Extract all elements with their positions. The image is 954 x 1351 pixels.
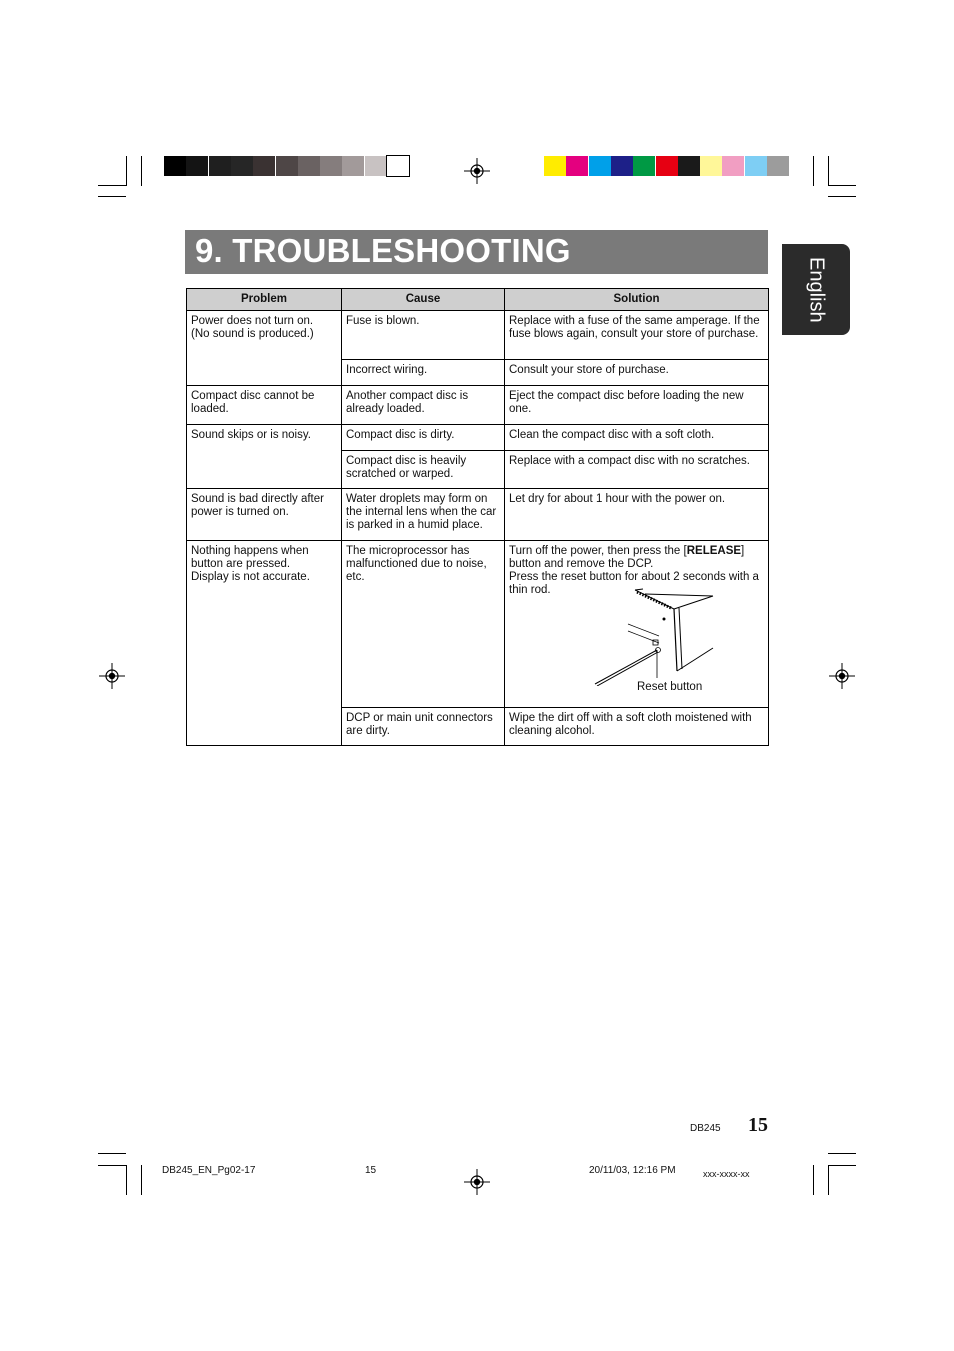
cause-cell: The microprocessor has malfunctioned due to noise, etc. [342, 541, 505, 708]
gray-swatch [231, 156, 253, 176]
color-swatch [678, 156, 700, 176]
gray-swatch [209, 156, 231, 176]
reset-instructions-post: ] button and remove the DCP. Press the reset button for about 2 seconds with a thin rod. [509, 545, 759, 596]
table-row [187, 425, 769, 451]
column-header-solution: Solution [505, 289, 769, 311]
color-swatch [566, 156, 588, 176]
table-row [187, 386, 769, 425]
language-tab [782, 244, 850, 335]
document-code: xxx-xxxx-xx [703, 1169, 750, 1179]
problem-cell: Sound skips or is noisy. [187, 425, 342, 489]
color-swatch [656, 156, 678, 176]
file-name: DB245_EN_Pg02-17 [162, 1165, 256, 1176]
registration-mark-icon [464, 1169, 490, 1195]
cause-cell: Fuse is blown. [342, 311, 505, 360]
solution-cell [505, 541, 769, 708]
gray-swatch [365, 156, 387, 176]
cause-cell: DCP or main unit connectors are dirty. [342, 708, 505, 746]
color-swatch [544, 156, 566, 176]
gray-swatch [298, 156, 320, 176]
release-key-label: RELEASE [686, 545, 742, 557]
table-header-row [187, 289, 769, 311]
gray-swatch [342, 156, 364, 176]
problem-cell: Compact disc cannot be loaded. [187, 386, 342, 425]
registration-mark-icon [829, 663, 855, 689]
solution-cell: Clean the compact disc with a soft cloth. [505, 425, 769, 451]
cause-cell: Another compact disc is already loaded. [342, 386, 505, 425]
registration-mark-icon [464, 158, 490, 184]
cause-cell: Compact disc is heavily scratched or warped. [342, 451, 505, 489]
solution-cell: Eject the compact disc before loading the new one. [505, 386, 769, 425]
color-swatch [589, 156, 611, 176]
color-swatch [633, 156, 655, 176]
language-tab-label: English [805, 256, 828, 323]
troubleshooting-table [186, 288, 769, 746]
cause-cell: Incorrect wiring. [342, 360, 505, 386]
gray-swatch [276, 156, 298, 176]
cause-cell: Water droplets may form on the internal lens when the car is parked in a humid place. [342, 489, 505, 541]
color-swatch [745, 156, 767, 176]
gray-swatch [387, 156, 409, 176]
model-label: DB245 [690, 1123, 721, 1134]
gray-swatch [253, 156, 275, 176]
table-row [187, 489, 769, 541]
section-title-bar [185, 230, 768, 274]
solution-cell: Let dry for about 1 hour with the power on. [505, 489, 769, 541]
gray-swatch [186, 156, 208, 176]
color-swatch [611, 156, 633, 176]
color-swatch [767, 156, 789, 176]
solution-cell: Replace with a compact disc with no scratches. [505, 451, 769, 489]
column-header-cause: Cause [342, 289, 505, 311]
cause-cell: Compact disc is dirty. [342, 425, 505, 451]
solution-cell: Wipe the dirt off with a soft cloth moistened with cleaning alcohol. [505, 708, 769, 746]
problem-cell: Nothing happens when button are pressed. Display is not accurate. [187, 541, 342, 746]
column-header-problem: Problem [187, 289, 342, 311]
print-date: 20/11/03, 12:16 PM [589, 1165, 676, 1176]
reset-button-illustration [593, 586, 718, 686]
solution-cell: Replace with a fuse of the same amperage. If the fuse blows again, consult your store of purchase. [505, 311, 769, 360]
reset-instructions-pre: Turn off the power, then press the [ [509, 545, 687, 557]
reset-button-caption: Reset button [637, 681, 703, 693]
gray-swatch [164, 156, 186, 176]
table-row [187, 311, 769, 360]
gray-swatch [320, 156, 342, 176]
page-number: 15 [748, 1114, 768, 1136]
problem-cell: Power does not turn on. (No sound is produced.) [187, 311, 342, 386]
registration-mark-icon [99, 663, 125, 689]
color-swatch [700, 156, 722, 176]
solution-cell: Consult your store of purchase. [505, 360, 769, 386]
table-row [187, 541, 769, 708]
page-title: 9. TROUBLESHOOTING [195, 232, 571, 269]
sheet-number: 15 [365, 1165, 377, 1176]
color-swatch [722, 156, 744, 176]
problem-cell: Sound is bad directly after power is turned on. [187, 489, 342, 541]
